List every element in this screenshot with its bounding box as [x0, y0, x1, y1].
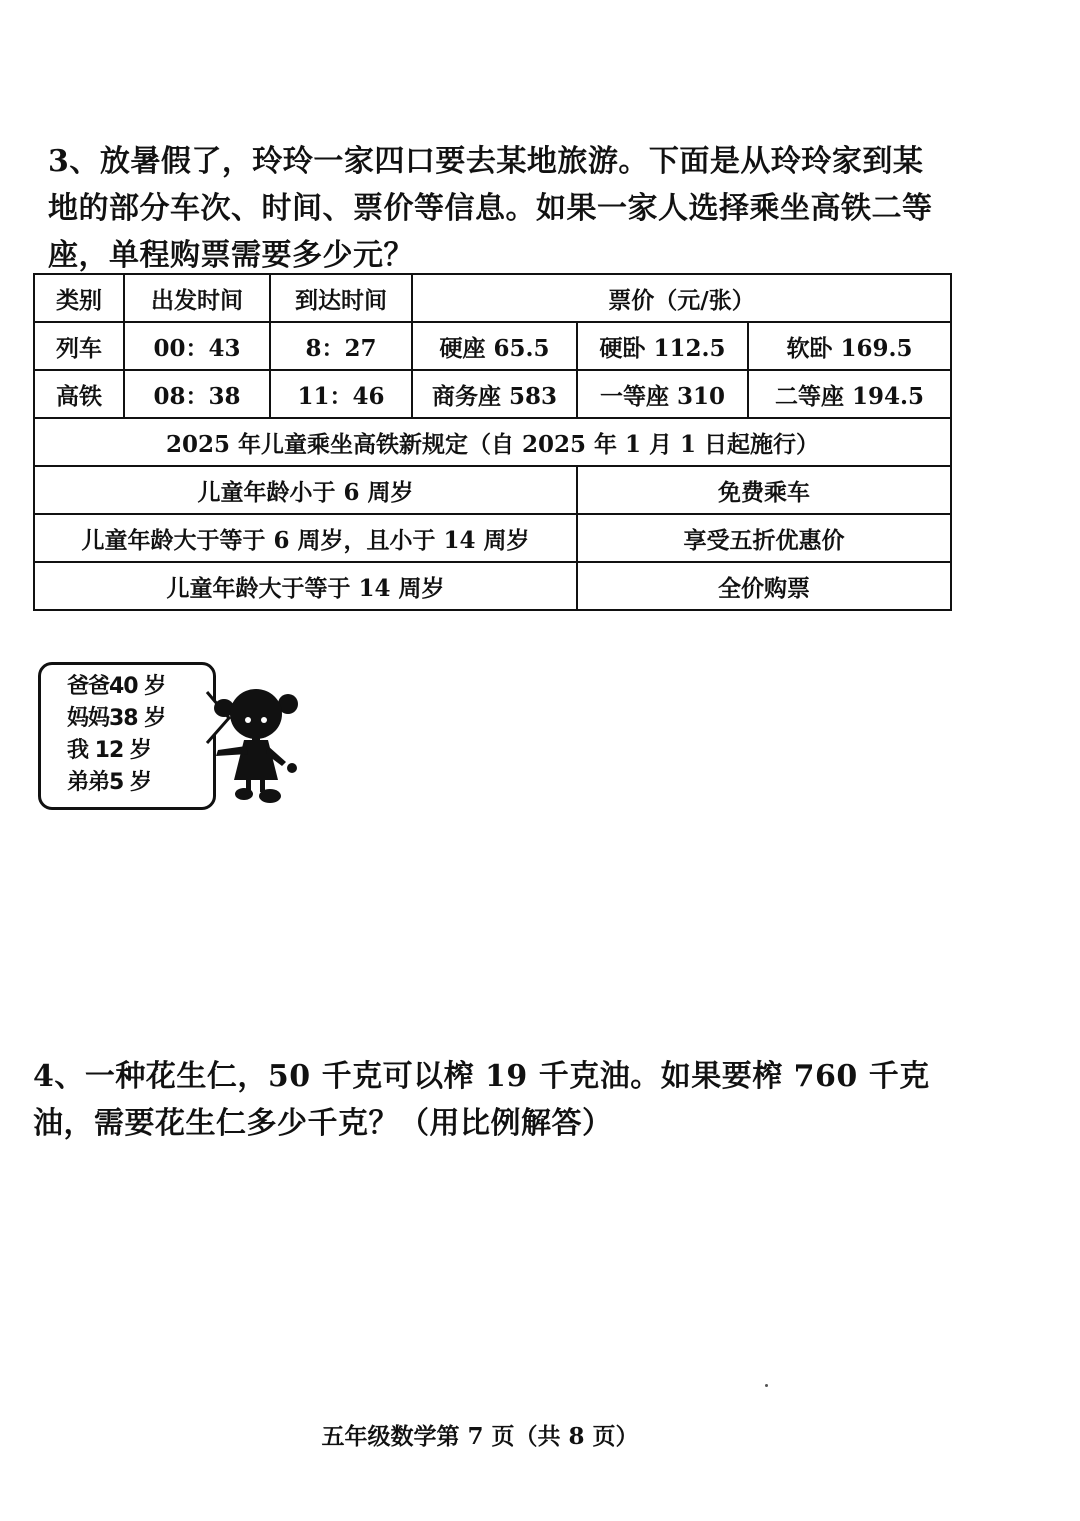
policy-title-row [34, 418, 951, 466]
row-type: 列车 [34, 322, 124, 370]
question-3-text: 3、放暑假了，玲玲一家四口要去某地旅游。下面是从玲玲家到某地的部分车次、时间、票价等信息。如果一家人选择乘坐高铁二等座，单程购票需要多少元？ [48, 144, 933, 273]
policy-rule: 免费乘车 [577, 466, 951, 514]
row-price: 一等座 310 [577, 370, 748, 418]
policy-row [34, 466, 951, 514]
page-footer: 五年级数学第 7 页（共 8 页） [321, 1423, 639, 1450]
policy-rule: 享受五折优惠价 [577, 514, 951, 562]
scan-speck [765, 1384, 768, 1387]
bubble-line: 爸爸40 岁 [67, 674, 166, 699]
policy-condition: 儿童年龄大于等于 14 周岁 [34, 562, 577, 610]
speech-bubble-text [67, 671, 165, 799]
row-price: 二等座 194.5 [748, 370, 951, 418]
row-price: 商务座 583 [412, 370, 577, 418]
row-price: 硬卧 112.5 [577, 322, 748, 370]
policy-condition: 儿童年龄小于 6 周岁 [34, 466, 577, 514]
row-arrive: 11：46 [270, 370, 412, 418]
table-row [34, 322, 951, 370]
header-depart: 出发时间 [124, 274, 270, 322]
row-price: 硬座 65.5 [412, 322, 577, 370]
bubble-line: 妈妈38 岁 [67, 706, 166, 731]
row-depart: 00：43 [124, 322, 270, 370]
table-header-row [34, 274, 951, 322]
schedule-table [33, 273, 952, 611]
question-4-text: 4、一种花生仁，50 千克可以榨 19 千克油。如果要榨 760 千克油，需要花生仁多少千克？（用比例解答） [33, 1059, 930, 1141]
bubble-line: 我 12 岁 [67, 738, 151, 763]
policy-rule: 全价购票 [577, 562, 951, 610]
header-type: 类别 [34, 274, 124, 322]
policy-title: 2025 年儿童乘坐高铁新规定（自 2025 年 1 月 1 日起施行） [34, 418, 951, 466]
policy-condition: 儿童年龄大于等于 6 周岁，且小于 14 周岁 [34, 514, 577, 562]
header-price: 票价（元/张） [412, 274, 951, 322]
table-row [34, 370, 951, 418]
policy-row [34, 514, 951, 562]
row-type: 高铁 [34, 370, 124, 418]
bubble-line: 弟弟5 岁 [67, 770, 151, 795]
girl-figure-icon [212, 680, 302, 805]
row-depart: 08：38 [124, 370, 270, 418]
speech-bubble [38, 662, 216, 810]
row-price: 软卧 169.5 [748, 322, 951, 370]
header-arrive: 到达时间 [270, 274, 412, 322]
row-arrive: 8：27 [270, 322, 412, 370]
policy-row [34, 562, 951, 610]
